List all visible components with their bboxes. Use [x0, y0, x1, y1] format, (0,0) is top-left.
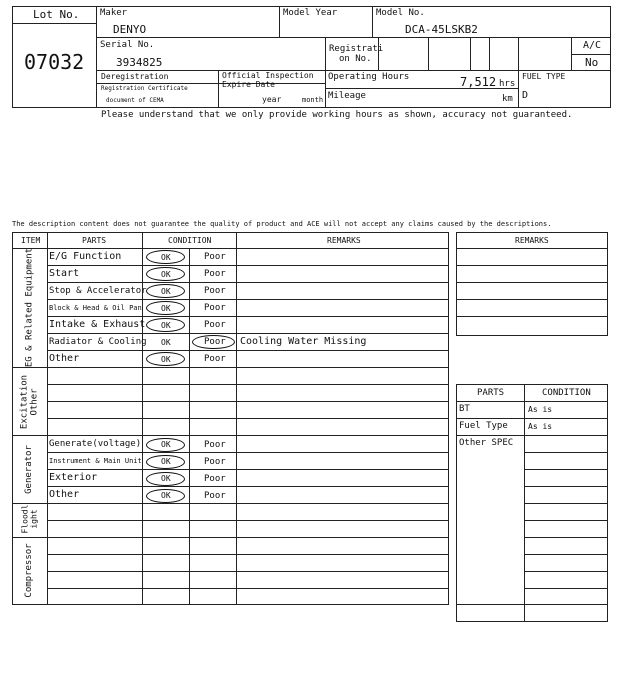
- ok-option[interactable]: OK: [161, 491, 171, 500]
- poor-option[interactable]: Poor: [204, 354, 226, 364]
- maker-value: DENYO: [113, 23, 147, 36]
- col-parts-header: PARTS: [82, 236, 107, 245]
- group-compressor: [12, 538, 47, 604]
- ok-option[interactable]: OK: [161, 321, 171, 330]
- registration-certificate-label: Registration Certificate: [101, 85, 188, 92]
- spec-part: Fuel Type: [459, 421, 508, 431]
- ok-selected-circle: [146, 250, 185, 264]
- poor-option[interactable]: Poor: [204, 269, 226, 279]
- poor-option[interactable]: Poor: [204, 252, 226, 262]
- spec-part: Other SPEC: [459, 438, 514, 448]
- part-label: Other: [49, 489, 80, 500]
- group-excitation: [12, 368, 47, 435]
- ok-selected-circle: [146, 284, 185, 298]
- deregistration-label: Deregistration: [101, 72, 169, 81]
- ok-selected-circle: [146, 472, 185, 486]
- part-label: Intake & Exhaust: [49, 319, 146, 330]
- right-parts-header: PARTS: [477, 388, 505, 398]
- ok-selected-circle: [146, 352, 185, 366]
- poor-option[interactable]: Poor: [204, 337, 226, 347]
- poor-option[interactable]: Poor: [204, 474, 226, 484]
- official-inspection-label-2: Expire Date: [222, 80, 275, 89]
- fuel-type-label: FUEL TYPE: [522, 72, 566, 81]
- part-label: Exterior: [49, 472, 98, 483]
- official-inspection-label-1: Official Inspection: [222, 71, 314, 80]
- group-eg: [12, 249, 47, 367]
- remark-text: Cooling Water Missing: [240, 336, 367, 347]
- ok-option[interactable]: OK: [161, 304, 171, 313]
- ac-label: A/C: [583, 40, 602, 51]
- disclaimer-text: The description content does not guarantee the quality of product and ACE will not accept any claims caused by the descriptions.: [12, 220, 552, 228]
- document-cema-label: document of CEMA: [106, 97, 164, 104]
- ok-option[interactable]: OK: [161, 474, 171, 483]
- group-generator-label: Generator: [24, 445, 34, 494]
- ok-selected-circle: [146, 267, 185, 281]
- model-no-label: Model No.: [376, 8, 425, 18]
- operating-hours-label: Operating Hours: [328, 72, 410, 82]
- part-label: E/G Function: [49, 251, 122, 262]
- spec-condition: As is: [528, 405, 553, 414]
- poor-selected-circle: [192, 335, 235, 349]
- group-floodlight-label: Floodl ight: [20, 504, 39, 534]
- part-label: Instrument & Main Unit: [49, 457, 142, 465]
- col-item-header: ITEM: [21, 236, 41, 245]
- part-label: Generate(voltage): [49, 439, 142, 449]
- ok-option[interactable]: OK: [161, 440, 171, 449]
- operating-hours-value: 7,512: [460, 75, 497, 89]
- ok-selected-circle: [146, 318, 185, 332]
- spec-condition: As is: [528, 422, 553, 431]
- poor-option[interactable]: Poor: [204, 303, 226, 313]
- ok-selected-circle: [146, 455, 185, 469]
- ok-option[interactable]: OK: [161, 338, 171, 347]
- ok-option[interactable]: OK: [161, 253, 171, 262]
- lot-number: 07032: [24, 50, 85, 74]
- fuel-type-value: D: [522, 90, 529, 101]
- ok-option[interactable]: OK: [161, 287, 171, 296]
- mileage-label: Mileage: [328, 91, 366, 101]
- part-label: Other: [49, 353, 80, 364]
- part-label: Stop & Accelerator: [49, 286, 147, 296]
- year-label: year: [262, 95, 282, 104]
- serial-label: Serial No.: [100, 40, 155, 50]
- poor-option[interactable]: Poor: [204, 440, 226, 450]
- ok-selected-circle: [146, 489, 185, 503]
- poor-option[interactable]: Poor: [204, 286, 226, 296]
- part-label: Radiator & Cooling: [49, 337, 147, 347]
- col-condition-header: CONDITION: [168, 236, 212, 245]
- col-remarks-right-header: REMARKS: [515, 236, 549, 245]
- model-year-label: Model Year: [283, 8, 338, 18]
- poor-option[interactable]: Poor: [204, 491, 226, 501]
- poor-option[interactable]: Poor: [204, 457, 226, 467]
- ok-option[interactable]: OK: [161, 270, 171, 279]
- km-unit: km: [502, 94, 513, 104]
- poor-option[interactable]: Poor: [204, 320, 226, 330]
- ok-selected-circle: [146, 301, 185, 315]
- registration-label-line1: Registrati: [329, 44, 384, 54]
- ok-selected-circle: [146, 438, 185, 452]
- serial-value: 3934825: [116, 56, 163, 69]
- col-remarks-header: REMARKS: [327, 236, 361, 245]
- hrs-unit: hrs: [499, 79, 516, 89]
- part-label: Start: [49, 268, 80, 279]
- group-generator: [12, 436, 47, 503]
- spec-part: BT: [459, 404, 470, 414]
- ok-option[interactable]: OK: [161, 457, 171, 466]
- maker-label: Maker: [100, 8, 128, 18]
- hours-accuracy-notice: Please understand that we only provide working hours as shown, accuracy not guaranteed.: [101, 110, 573, 120]
- group-excitation-label: Excitation Other: [19, 374, 40, 430]
- lot-label: Lot No.: [33, 8, 80, 21]
- right-condition-header: CONDITION: [542, 388, 591, 398]
- ok-option[interactable]: OK: [161, 355, 171, 364]
- part-label: Block & Head & Oil Pan: [49, 304, 142, 312]
- ac-value: No: [585, 56, 599, 69]
- group-compressor-label: Compressor: [24, 543, 34, 598]
- registration-label-line2: on No.: [339, 54, 372, 64]
- model-no-value: DCA-45LSKB2: [405, 23, 478, 36]
- group-floodlight: [12, 504, 47, 537]
- month-label: month: [302, 96, 324, 104]
- group-eg-label: EG & Related Equipment: [24, 247, 35, 368]
